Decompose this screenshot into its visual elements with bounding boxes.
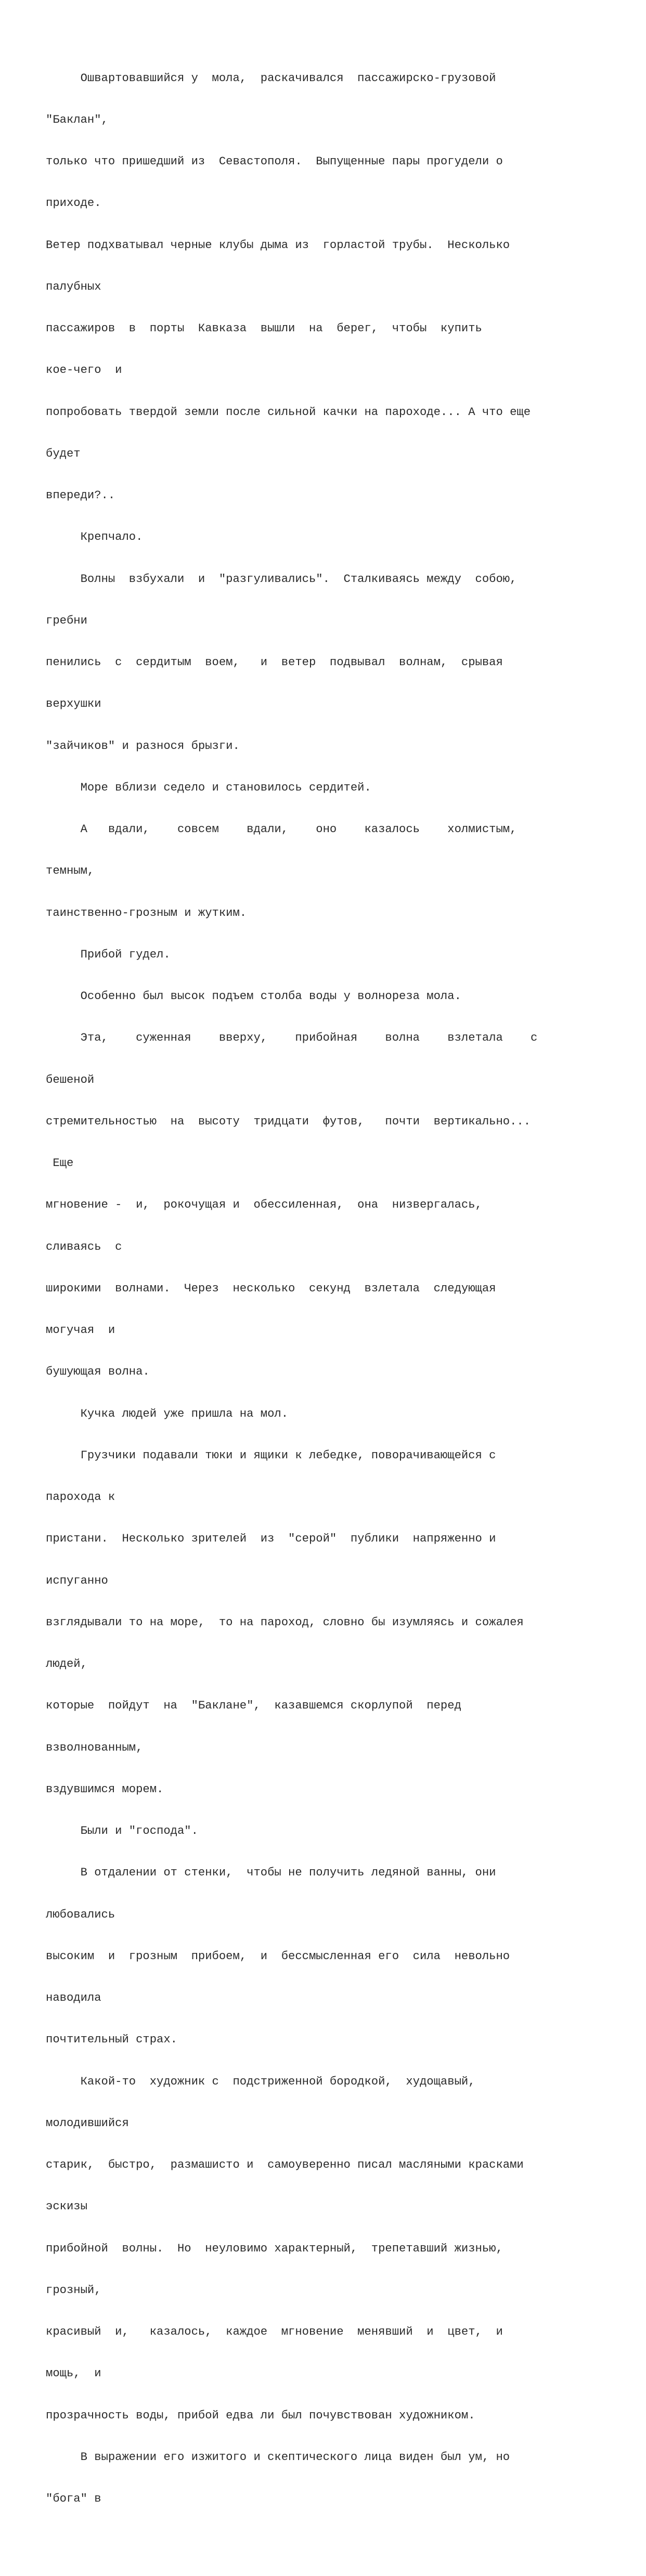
text-line-15: пенились с сердитым воем, и ветер подвывал волнам, срывая xyxy=(46,656,503,669)
text-line-46: высоким и грозным прибоем, и бессмысленная его сила невольно xyxy=(46,1949,510,1963)
text-line-27: Еще xyxy=(46,1157,74,1170)
text-line-52: эскизы xyxy=(46,2200,87,2213)
text-line-39: людей, xyxy=(46,1658,87,1671)
text-line-22: Прибой гудел. xyxy=(46,948,171,961)
text-line-16: верхушки xyxy=(46,697,101,711)
text-line-8: кое-чего и xyxy=(46,364,122,377)
text-line-2: "Баклан", xyxy=(46,113,108,126)
text-line-21: таинственно-грозным и жутким. xyxy=(46,906,247,920)
text-line-12: Крепчало. xyxy=(46,530,143,544)
text-line-10: будет xyxy=(46,447,81,460)
text-line-19: А вдали, совсем вдали, оно казалось холмистым, xyxy=(46,823,517,836)
text-line-43: Были и "господа". xyxy=(46,1824,198,1837)
text-line-24: Эта, суженная вверху, прибойная волна взлетала с xyxy=(46,1031,538,1045)
text-line-30: широкими волнами. Через несколько секунд взлетала следующая xyxy=(46,1281,496,1295)
text-line-14: гребни xyxy=(46,614,87,627)
text-line-31: могучая и xyxy=(46,1324,115,1337)
text-line-38: взглядывали то на море, то на пароход, словно бы изумляясь и сожалея xyxy=(46,1615,524,1629)
text-line-3: только что пришедший из Севастополя. Выпущенные пары прогудели о xyxy=(46,155,503,168)
text-line-28: мгновение - и, рокочущая и обессиленная, она низвергалась, xyxy=(46,1198,482,1212)
text-line-6: палубных xyxy=(46,280,101,293)
text-line-11: впереди?.. xyxy=(46,489,115,502)
document-body-text xyxy=(46,44,628,2576)
text-line-9: попробовать твердой земли после сильной качки на пароходе... А что еще xyxy=(46,405,531,419)
text-line-35: парохода к xyxy=(46,1491,115,1504)
text-line-51: старик, быстро, размашисто и самоуверенно писал масляными красками xyxy=(46,2158,524,2171)
text-line-49: Какой-то художник с подстриженной бородкой, худощавый, xyxy=(46,2075,475,2088)
text-line-57: прозрачность воды, прибой едва ли был почувствован художником. xyxy=(46,2409,475,2422)
text-line-58: В выражении его изжитого и скептического лица виден был ум, но xyxy=(46,2450,510,2464)
text-line-53: прибойной волны. Но неуловимо характерный, трепетавший жизнью, xyxy=(46,2242,503,2255)
text-line-23: Особенно был высок подъем столба воды у волнореза мола. xyxy=(46,990,461,1003)
text-line-4: приходе. xyxy=(46,197,101,210)
text-line-50: молодившийся xyxy=(46,2116,129,2130)
text-line-26: стремительностью на высоту тридцати футов, почти вертикально... xyxy=(46,1115,531,1128)
text-line-40: которые пойдут на "Баклане", казавшемся скорлупой перед xyxy=(46,1699,461,1713)
text-line-47: наводила xyxy=(46,1991,101,2004)
text-line-34: Грузчики подавали тюки и ящики к лебедке, поворачивающейся с xyxy=(46,1448,496,1462)
text-line-25: бешеной xyxy=(46,1073,95,1086)
text-line-56: мощь, и xyxy=(46,2367,101,2380)
text-line-5: Ветер подхватывал черные клубы дыма из горластой трубы. Несколько xyxy=(46,238,510,252)
text-line-45: любовались xyxy=(46,1908,115,1921)
text-line-54: грозный, xyxy=(46,2283,101,2297)
text-line-36: пристани. Несколько зрителей из "серой" публики напряженно и xyxy=(46,1532,496,1546)
text-line-13: Волны взбухали и "разгуливались". Сталкиваясь между собою, xyxy=(46,572,517,586)
text-line-32: бушующая волна. xyxy=(46,1365,150,1379)
text-line-48: почтительный страх. xyxy=(46,2033,177,2047)
text-line-33: Кучка людей уже пришла на мол. xyxy=(46,1407,289,1420)
text-line-20: темным, xyxy=(46,864,95,878)
text-line-29: сливаясь с xyxy=(46,1240,122,1253)
text-line-1: Ошвартовавшийся у мола, раскачивался пассажирско-грузовой xyxy=(46,71,496,85)
text-line-44: В отдалении от стенки, чтобы не получить ледяной ванны, они xyxy=(46,1866,496,1880)
text-line-18: Море вблизи седело и становилось сердитей. xyxy=(46,781,371,794)
text-line-41: взволнованным, xyxy=(46,1741,143,1754)
text-line-17: "зайчиков" и разнося брызги. xyxy=(46,739,240,753)
text-line-42: вздувшимся морем. xyxy=(46,1782,164,1796)
text-line-37: испуганно xyxy=(46,1574,108,1587)
text-line-60 xyxy=(46,2534,628,2548)
text-line-7: пассажиров в порты Кавказа вышли на берег, чтобы купить xyxy=(46,322,482,335)
text-line-55: красивый и, казалось, каждое мгновение менявший и цвет, и xyxy=(46,2325,503,2338)
text-line-59: "бога" в xyxy=(46,2492,101,2505)
